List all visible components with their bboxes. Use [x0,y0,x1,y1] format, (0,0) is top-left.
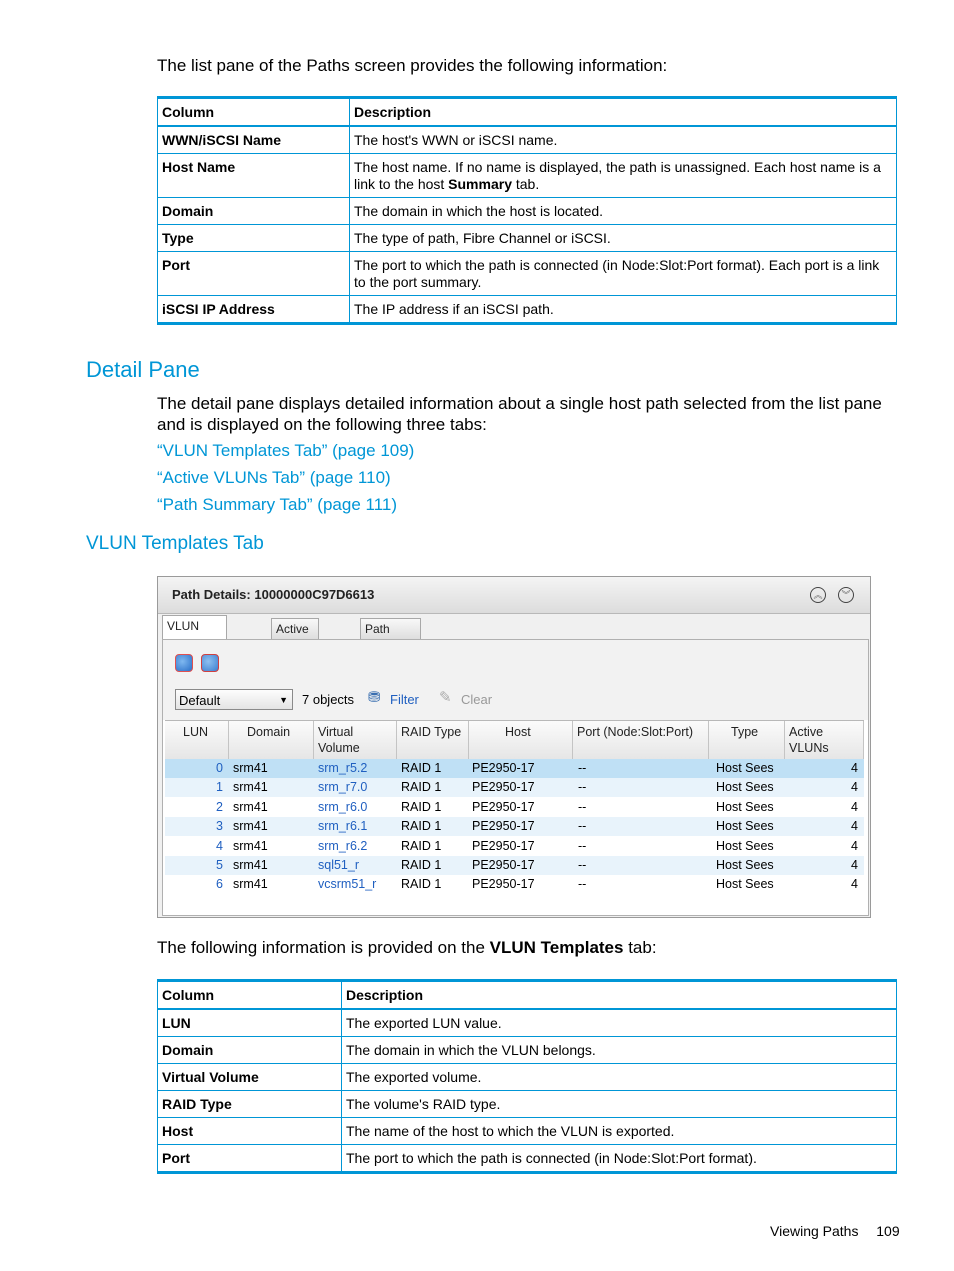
cell-domain: srm41 [233,877,268,892]
path-details-title: Path Details: 10000000C97D6613 [172,587,375,602]
footer-page-number: 109 [876,1223,900,1239]
cell-lun: 6 [216,877,223,892]
cell-active-vluns: 4 [851,877,858,892]
table-row [158,1118,897,1145]
view-select[interactable] [175,689,293,710]
cell-lun: 0 [216,761,223,775]
row-description: The host name. If no name is displayed, the path is unassigned. Each host name is a link to the host Summary tab. [350,154,897,198]
row-description: The exported volume. [342,1064,897,1091]
cell-port: -- [578,819,587,834]
table-row [158,1037,897,1064]
row-name: RAID Type [158,1091,342,1118]
row-description: The IP address if an iSCSI path. [350,296,897,324]
cell-type: Host Sees [716,877,774,892]
row-name: Host [158,1118,342,1145]
header-host[interactable]: Host [469,721,573,759]
row-description: The exported LUN value. [342,1009,897,1037]
cell-lun: 1 [216,780,223,795]
header-port[interactable]: Port (Node:Slot:Port) [573,721,709,759]
header-lun[interactable]: LUN [165,721,229,759]
row-name: Type [158,225,350,252]
table-row [158,126,897,154]
tab-vlun-templates[interactable]: VLUN [162,615,227,640]
table-row [158,1064,897,1091]
cell-raid-type: RAID 1 [401,761,442,775]
row-name: Domain [158,198,350,225]
cell-virtual-volume[interactable]: srm_r6.2 [318,838,368,853]
para-text: tab: [623,938,657,957]
clear-icon[interactable]: ✎ [439,689,452,706]
table-row[interactable] [165,875,864,894]
cell-raid-type: RAID 1 [401,858,442,872]
cell-port: -- [578,780,587,795]
cell-port: -- [578,877,587,892]
paths-list-table [157,96,897,325]
cell-raid-type: RAID 1 [401,799,442,814]
cell-virtual-volume[interactable]: srm_r6.0 [318,799,368,814]
row-description: The domain in which the host is located. [350,198,897,225]
table-row[interactable] [165,798,864,817]
chevron-down-icon: ▼ [279,695,288,705]
path-details-title-bar [158,577,870,614]
para-text: The following information is provided on the [157,938,490,957]
cell-lun: 2 [216,799,223,814]
cell-type: Host Sees [716,761,774,775]
cell-host: PE2950-17 [472,877,535,892]
cell-type: Host Sees [716,799,774,814]
table-row[interactable] [165,778,864,797]
header-virtual-volume[interactable]: Virtual Volume [314,721,397,759]
cell-virtual-volume[interactable]: sql51_r [318,858,359,872]
column-header: Column [158,98,350,127]
view-select-value: Default [179,693,221,708]
cell-virtual-volume[interactable]: srm_r7.0 [318,780,368,795]
cell-domain: srm41 [233,858,268,872]
cell-domain: srm41 [233,761,268,775]
header-raid-type[interactable]: RAID Type [397,721,469,759]
cell-host: PE2950-17 [472,799,535,814]
collapse-up-icon[interactable]: ︽ [810,587,826,603]
cell-host: PE2950-17 [472,838,535,853]
grid-header [165,720,864,760]
cell-lun: 4 [216,838,223,853]
column-header: Column [158,981,342,1010]
table-row [158,1091,897,1118]
cell-active-vluns: 4 [851,780,858,795]
cell-type: Host Sees [716,780,774,795]
cell-host: PE2950-17 [472,761,535,775]
link-vlun-templates[interactable]: “VLUN Templates Tab” (page 109) [157,441,415,460]
cell-domain: srm41 [233,838,268,853]
cell-type: Host Sees [716,858,774,872]
cell-lun: 3 [216,819,223,834]
intro-text: The list pane of the Paths screen provides the following information: [157,56,668,75]
cell-virtual-volume[interactable]: srm_r5.2 [318,761,368,775]
table-row [158,252,897,296]
vlun-templates-intro [157,937,897,958]
remove-vlun-icon[interactable] [201,654,219,672]
cell-raid-type: RAID 1 [401,877,442,892]
filter-button[interactable]: Filter [390,692,419,707]
table-row[interactable] [165,856,864,875]
description-header: Description [342,981,897,1010]
clear-button[interactable]: Clear [461,692,493,707]
table-row[interactable] [165,837,864,856]
cell-active-vluns: 4 [851,761,858,775]
row-description: The name of the host to which the VLUN is exported. [342,1118,897,1145]
row-name: LUN [158,1009,342,1037]
header-type[interactable]: Type [709,721,785,759]
action-toolbar [163,640,868,682]
tab-path-summary[interactable]: Path [360,618,421,639]
vlun-templates-heading: VLUN Templates Tab [86,533,264,554]
vlun-templates-table [157,979,897,1174]
row-name: Port [158,1145,342,1173]
page-footer [770,1223,900,1239]
row-description: The host's WWN or iSCSI name. [350,126,897,154]
cell-virtual-volume[interactable]: srm_r6.1 [318,819,368,834]
cell-raid-type: RAID 1 [401,780,442,795]
table-row[interactable] [165,759,864,778]
description-header: Description [350,98,897,127]
cell-domain: srm41 [233,819,268,834]
filter-toolbar [163,682,868,720]
cell-domain: srm41 [233,799,268,814]
collapse-down-icon[interactable]: ︾ [838,587,854,603]
table-row [158,198,897,225]
row-description: The port to which the path is connected (in Node:Slot:Port format). Each port is a link to the port summary. [350,252,897,296]
table-row [158,1009,897,1037]
cell-type: Host Sees [716,838,774,853]
row-description: The port to which the path is connected (in Node:Slot:Port format). [342,1145,897,1173]
cell-host: PE2950-17 [472,819,535,834]
detail-pane-heading: Detail Pane [86,357,200,382]
cell-domain: srm41 [233,780,268,795]
vlun-templates-panel [162,639,869,916]
table-row [158,154,897,198]
para-bold: VLUN Templates [489,938,624,957]
header-domain[interactable]: Domain [229,721,314,759]
tab-active-vluns[interactable]: Active [271,618,319,639]
link-path-summary[interactable]: “Path Summary Tab” (page 111) [157,495,398,514]
cell-host: PE2950-17 [472,780,535,795]
table-row [158,296,897,324]
row-name: iSCSI IP Address [158,296,350,324]
cell-type: Host Sees [716,819,774,834]
table-row [158,225,897,252]
header-active-vluns[interactable]: Active VLUNs [785,721,864,759]
row-name: WWN/iSCSI Name [158,126,350,154]
footer-section: Viewing Paths [770,1223,859,1239]
cell-active-vluns: 4 [851,799,858,814]
cell-raid-type: RAID 1 [401,819,442,834]
cell-port: -- [578,858,587,872]
cell-lun: 5 [216,858,223,872]
cell-port: -- [578,838,587,853]
create-vlun-icon[interactable] [175,654,193,672]
cell-active-vluns: 4 [851,838,858,853]
row-name: Virtual Volume [158,1064,342,1091]
row-description: The domain in which the VLUN belongs. [342,1037,897,1064]
cell-virtual-volume[interactable]: vcsrm51_r [318,877,377,892]
row-name: Domain [158,1037,342,1064]
cell-host: PE2950-17 [472,858,535,872]
table-row [158,1145,897,1173]
object-count: 7 objects [302,692,355,707]
path-details-screenshot [157,576,871,918]
row-name: Port [158,252,350,296]
cell-port: -- [578,761,587,775]
cell-active-vluns: 4 [851,858,858,872]
cell-raid-type: RAID 1 [401,838,442,853]
cell-active-vluns: 4 [851,819,858,834]
cell-port: -- [578,799,587,814]
filter-icon[interactable]: ⛃ [368,689,381,706]
detail-pane-paragraph: The detail pane displays detailed information about a single host path selected from the list pane and is displayed on the following three tabs: [157,394,882,434]
link-active-vluns[interactable]: “Active VLUNs Tab” (page 110) [157,468,391,487]
row-name: Host Name [158,154,350,198]
table-row[interactable] [165,817,864,836]
row-description: The volume's RAID type. [342,1091,897,1118]
row-description: The type of path, Fibre Channel or iSCSI. [350,225,897,252]
